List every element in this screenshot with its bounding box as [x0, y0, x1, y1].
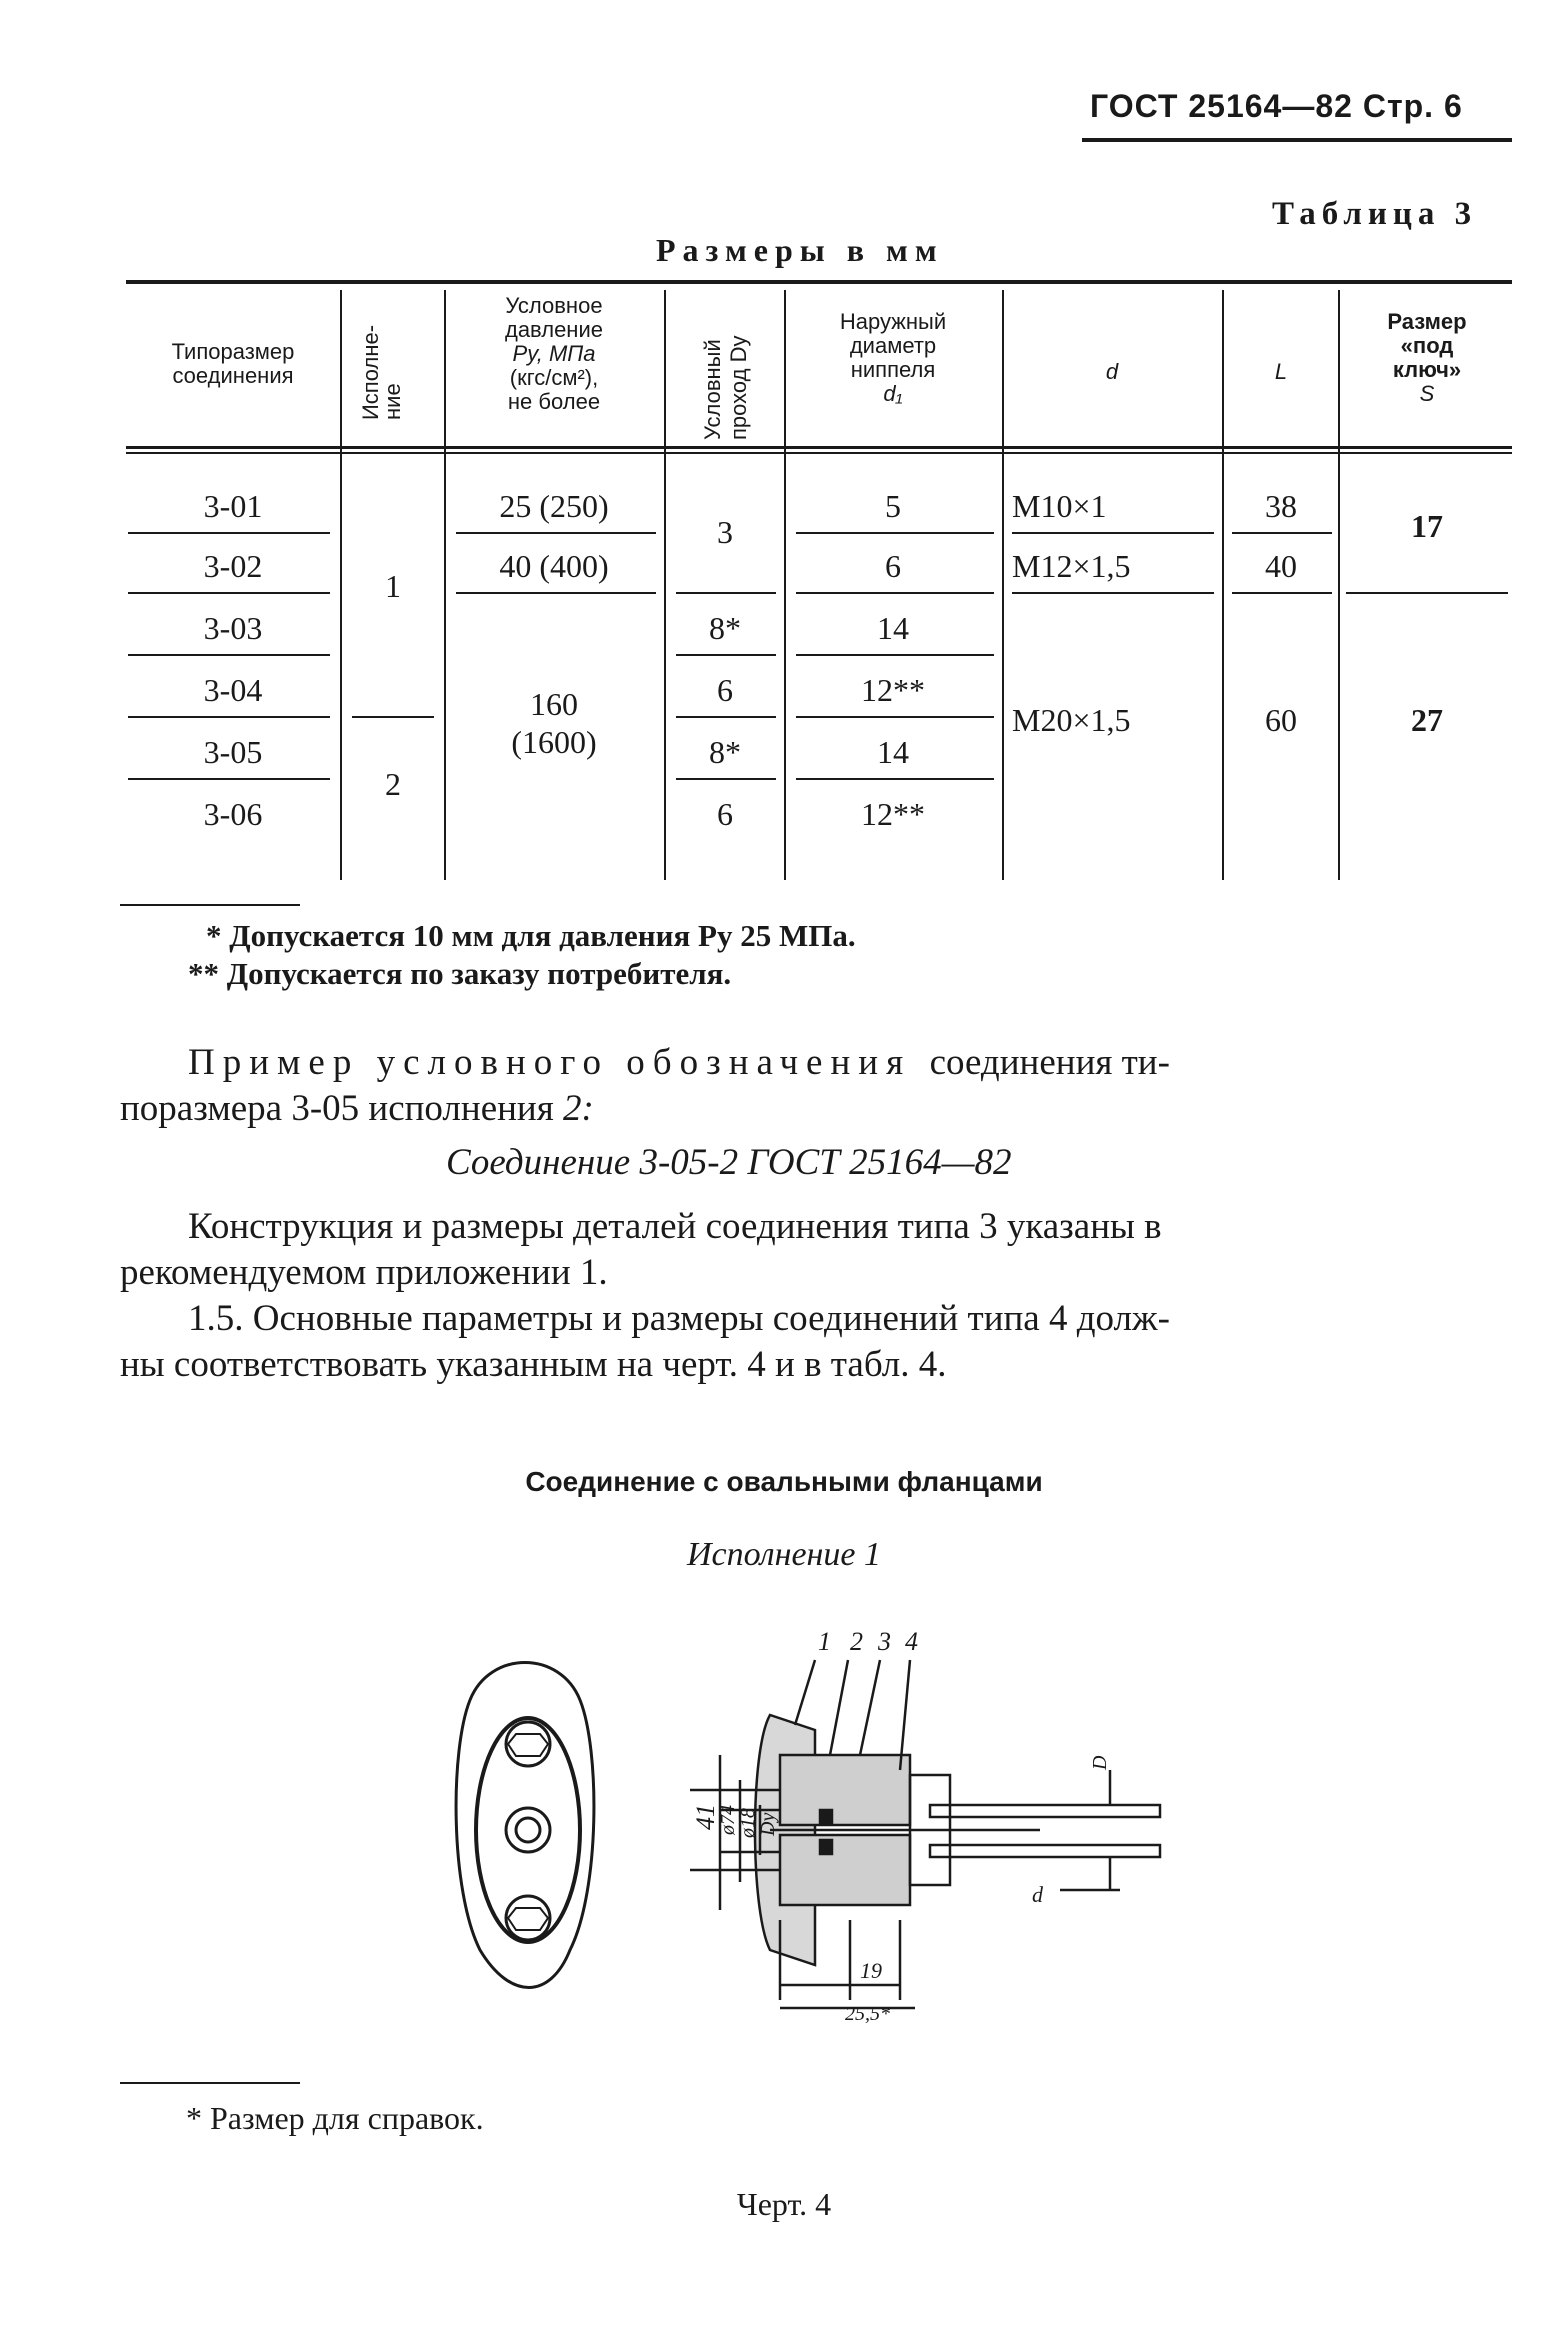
row-rule [676, 716, 776, 718]
col-head-bore: Условный проход Dу [700, 335, 751, 440]
drawing-footnote: * Размер для справок. [186, 2100, 484, 2136]
cell-length: 40 [1265, 548, 1297, 584]
paragraph-1-line-1: Конструкция и размеры деталей соединения типа 3 указаны в [188, 1206, 1162, 1247]
cell-nipple: 12** [861, 672, 925, 708]
dim-41: 41 [691, 1804, 720, 1830]
cell-bore: 6 [717, 796, 733, 832]
row-rule [796, 716, 994, 718]
row-rule [676, 778, 776, 780]
table-units: Размеры в мм [656, 232, 944, 268]
cell-pressure: 160 [530, 686, 578, 722]
cell-pressure: 25 (250) [499, 488, 609, 524]
callout-3: 3 [878, 1627, 891, 1656]
col-head-d: d [1105, 359, 1119, 384]
footnote-1: * Допускается 10 мм для давления Pу 25 МПа. [206, 918, 856, 953]
col-head-nipple: Наружный диаметр ниппеля d₁ [839, 309, 947, 406]
row-rule [128, 532, 330, 534]
col-sep [664, 290, 666, 880]
row-rule [456, 532, 656, 534]
col-sep [1338, 290, 1340, 880]
cell-type: 3-03 [203, 610, 263, 646]
col-head-wrench: Размер «под ключ» S [1387, 309, 1467, 406]
table-caption: Таблица 3 [1272, 196, 1478, 232]
row-rule [128, 778, 330, 780]
cell-bore: 8* [709, 610, 741, 646]
paragraph-2-line-2: ны соответствовать указанным на черт. 4 и в табл. 4. [120, 1344, 947, 1385]
col-head-type: Типоразмер соединения [171, 339, 295, 388]
flange-front-view [456, 1663, 594, 1988]
dim-74: ø74 [717, 1805, 739, 1835]
paragraph-1-line-2: рекомендуемом приложении 1. [120, 1252, 608, 1293]
footnote-2: ** Допускается по заказу потребителя. [188, 956, 732, 991]
dim-dy: Dу [757, 1812, 779, 1836]
col-head-execution: Исполне-ние [358, 324, 405, 420]
cell-pressure: 40 (400) [499, 548, 609, 584]
cell-type: 3-01 [203, 488, 263, 524]
row-rule [676, 592, 776, 594]
dim-19: 19 [860, 1958, 882, 1983]
row-rule [796, 592, 994, 594]
col-head-L: L [1274, 359, 1288, 384]
row-rule [1232, 532, 1332, 534]
col-head-pressure: Условное давление Pу, МПа (кгс/см²), не более [504, 293, 603, 414]
dim-18: ø18 [737, 1808, 759, 1838]
row-rule [128, 716, 330, 718]
paragraph-2-line-1: 1.5. Основные параметры и размеры соединений типа 4 долж- [188, 1298, 1170, 1339]
cell-execution: 1 [385, 568, 401, 604]
example-designation: Соединение 3-05-2 ГОСТ 25164—82 [446, 1142, 1012, 1183]
col-sep [1222, 290, 1224, 880]
cell-wrench: 27 [1411, 702, 1443, 738]
dim-D: D [1089, 1755, 1111, 1770]
row-rule [352, 716, 434, 718]
col-sep [784, 290, 786, 880]
page-header: ГОСТ 25164—82 Стр. 6 [1090, 88, 1463, 124]
row-rule [1012, 532, 1214, 534]
table-head-rule-2 [126, 452, 1512, 454]
cell-bore: 6 [717, 672, 733, 708]
cell-type: 3-04 [203, 672, 263, 708]
cell-thread: M20×1,5 [1012, 702, 1131, 738]
cell-length: 38 [1265, 488, 1297, 524]
col-sep [444, 290, 446, 880]
execution-label: Исполнение 1 [686, 1536, 882, 1573]
row-rule [796, 778, 994, 780]
col-sep [1002, 290, 1004, 880]
row-rule [128, 654, 330, 656]
table-top-rule [126, 280, 1512, 284]
row-rule [676, 654, 776, 656]
example-line-1: Пример условного обозначения соединения ти- [188, 1042, 1170, 1083]
col-sep [340, 290, 342, 880]
cell-nipple: 5 [885, 488, 901, 524]
row-rule [128, 592, 330, 594]
table-head-rule [126, 446, 1512, 449]
cell-length: 60 [1265, 702, 1297, 738]
example-line-2: поразмера 3-05 исполнения 2: [120, 1088, 594, 1129]
callout-1: 1 [818, 1627, 831, 1656]
cell-nipple: 14 [877, 610, 909, 646]
callout-4: 4 [905, 1627, 918, 1656]
cell-type: 3-06 [203, 796, 263, 832]
cell-bore: 8* [709, 734, 741, 770]
cell-thread: M12×1,5 [1012, 548, 1131, 584]
section-title: Соединение с овальными фланцами [525, 1466, 1043, 1497]
row-rule [796, 654, 994, 656]
figure-caption: Черт. 4 [736, 2186, 832, 2222]
connection-drawing [420, 1620, 1180, 2040]
dim-d: d [1032, 1882, 1043, 1907]
cell-type: 3-05 [203, 734, 263, 770]
row-rule [456, 592, 656, 594]
cell-nipple: 14 [877, 734, 909, 770]
row-rule [796, 532, 994, 534]
row-rule [1232, 592, 1332, 594]
dim-25-5: 25,5* [845, 2003, 890, 2025]
drawing-footnote-rule [120, 2082, 300, 2084]
row-rule [1012, 592, 1214, 594]
row-rule [1346, 592, 1508, 594]
header-rule [1082, 138, 1512, 142]
footnote-rule [120, 904, 300, 906]
cell-bore: 3 [717, 514, 733, 550]
cell-nipple: 12** [861, 796, 925, 832]
cell-thread: M10×1 [1012, 488, 1107, 524]
cell-nipple: 6 [885, 548, 901, 584]
cell-execution: 2 [385, 766, 401, 802]
cell-type: 3-02 [203, 548, 263, 584]
cell-pressure: (1600) [511, 724, 597, 760]
callout-2: 2 [850, 1627, 863, 1656]
cell-wrench: 17 [1411, 508, 1443, 544]
